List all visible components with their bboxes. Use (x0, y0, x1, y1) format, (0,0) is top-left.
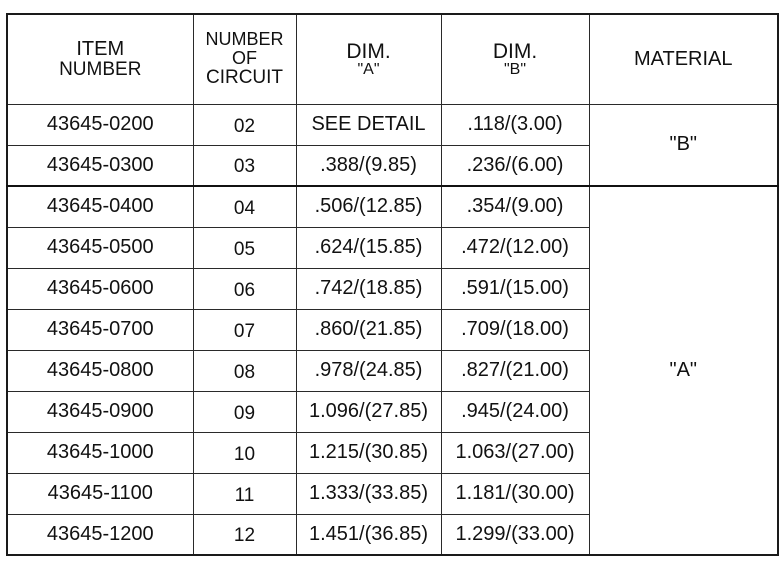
item-number-cell: 43645-0500 (7, 227, 193, 268)
table-row (7, 104, 778, 145)
dim-b-cell: 1.063/(27.00) (441, 432, 589, 473)
circuit-cell: 02 (193, 104, 296, 145)
header-number-of-circuit (193, 14, 296, 104)
dim-b-cell: .591/(15.00) (441, 268, 589, 309)
header-circuit-line-1: NUMBER (205, 29, 284, 50)
dim-a-cell: .388/(9.85) (296, 145, 441, 186)
material-cell-a: "A" (589, 186, 778, 555)
header-dim-a-line-2: "A" (357, 61, 380, 79)
dim-b-cell: .709/(18.00) (441, 309, 589, 350)
circuit-cell: 03 (193, 145, 296, 186)
header-dim-b (441, 14, 589, 104)
circuit-cell: 04 (193, 186, 296, 227)
dim-a-cell: .624/(15.85) (296, 227, 441, 268)
header-item-number-line-1: ITEM (76, 37, 125, 60)
dim-b-cell: 1.181/(30.00) (441, 473, 589, 514)
circuit-cell: 10 (193, 432, 296, 473)
header-circuit-line-3: CIRCUIT (205, 67, 284, 89)
header-circuit-line-2: OF (232, 48, 257, 69)
dim-b-cell: 1.299/(33.00) (441, 514, 589, 555)
dim-a-cell: SEE DETAIL (296, 104, 441, 145)
item-number-cell: 43645-0600 (7, 268, 193, 309)
header-dim-a (296, 14, 441, 104)
item-number-cell: 43645-0800 (7, 350, 193, 391)
dim-b-cell: .354/(9.00) (441, 186, 589, 227)
dimension-table (6, 13, 779, 556)
dim-b-cell: .945/(24.00) (441, 391, 589, 432)
header-row (7, 14, 778, 104)
dim-a-cell: .506/(12.85) (296, 186, 441, 227)
item-number-cell: 43645-1000 (7, 432, 193, 473)
circuit-cell: 05 (193, 227, 296, 268)
dim-b-cell: .118/(3.00) (441, 104, 589, 145)
header-dim-b-line-1: DIM. (492, 40, 538, 64)
header-item-number-line-2: NUMBER (59, 58, 142, 80)
dim-a-cell: 1.451/(36.85) (296, 514, 441, 555)
dim-b-cell: .827/(21.00) (441, 350, 589, 391)
dim-b-cell: .472/(12.00) (441, 227, 589, 268)
table-row (7, 186, 778, 227)
header-dim-a-line-1: DIM. (346, 40, 391, 64)
item-number-cell: 43645-0900 (7, 391, 193, 432)
item-number-cell: 43645-0700 (7, 309, 193, 350)
item-number-cell: 43645-0300 (7, 145, 193, 186)
circuit-cell: 11 (193, 473, 296, 514)
header-item-number (7, 14, 193, 104)
item-number-cell: 43645-1100 (7, 473, 193, 514)
dim-b-cell: .236/(6.00) (441, 145, 589, 186)
dim-a-cell: .742/(18.85) (296, 268, 441, 309)
item-number-cell: 43645-0400 (7, 186, 193, 227)
dim-a-cell: .860/(21.85) (296, 309, 441, 350)
circuit-cell: 09 (193, 391, 296, 432)
circuit-cell: 12 (193, 514, 296, 555)
circuit-cell: 07 (193, 309, 296, 350)
item-number-cell: 43645-0200 (7, 104, 193, 145)
dim-a-cell: .978/(24.85) (296, 350, 441, 391)
circuit-cell: 06 (193, 268, 296, 309)
dim-a-cell: 1.215/(30.85) (296, 432, 441, 473)
dim-a-cell: 1.333/(33.85) (296, 473, 441, 514)
circuit-cell: 08 (193, 350, 296, 391)
dim-a-cell: 1.096/(27.85) (296, 391, 441, 432)
header-dim-b-line-2: "B" (503, 61, 527, 79)
item-number-cell: 43645-1200 (7, 514, 193, 555)
header-material: MATERIAL (589, 14, 778, 104)
material-cell-b: "B" (589, 104, 778, 186)
